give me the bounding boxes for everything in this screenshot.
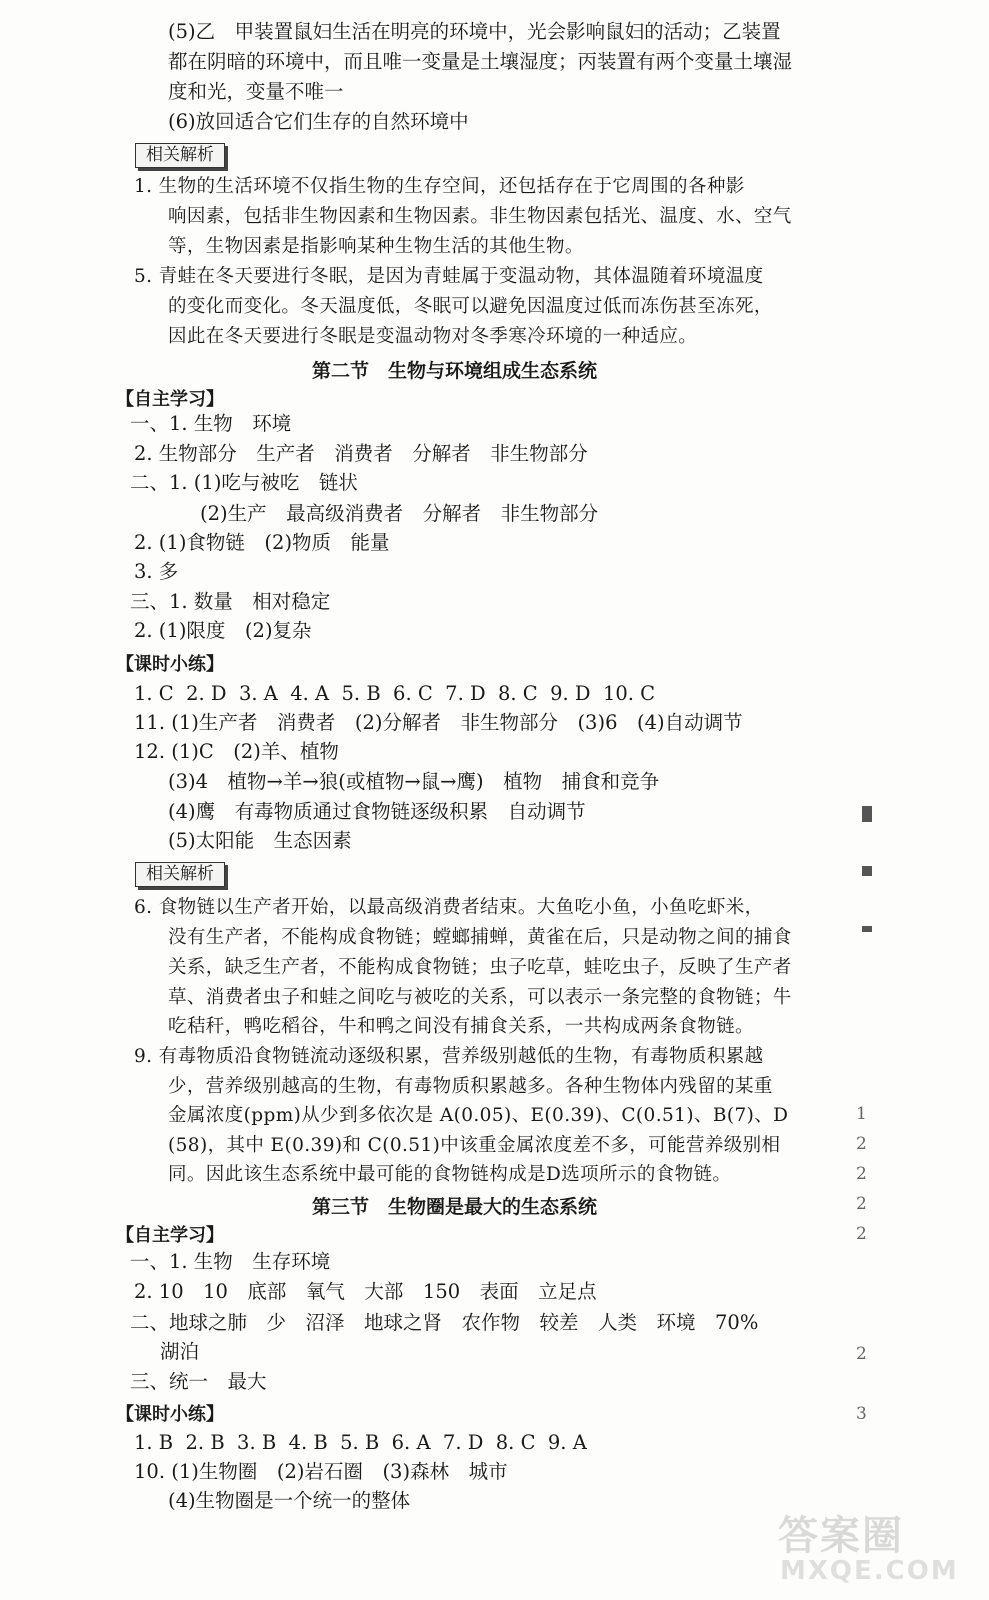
explanation-line: 少，营养级别越高的生物，有毒物质积累越多。各种生物体内残留的某重 (168, 1076, 773, 1097)
answer-line: 一、1. 生物 生存环境 (130, 1250, 331, 1273)
explanation-line: 响因素，包括非生物因素和生物因素。非生物因素包括光、温度、水、空气 (168, 206, 792, 227)
page-edge-char: 3 (856, 1404, 867, 1424)
answer-line: (4)生物圈是一个统一的整体 (168, 1489, 411, 1512)
explanation-line: 关系，缺乏生产者，不能构成食物链；虫子吃草，蛙吃虫子，反映了生产者 (168, 957, 792, 978)
watermark-text: 答案圈 (778, 1513, 904, 1559)
page-edge-char: 2 (856, 1194, 867, 1214)
page-edge-char: 2 (856, 1164, 867, 1184)
answer-line: 都在阴暗的环境中，而且唯一变量是土壤湿度；丙装置有两个变量土壤湿 (168, 50, 793, 73)
subsection-heading: 【自主学习】 (116, 389, 224, 410)
answer-line: 1. C 2. D 3. A 4. A 5. B 6. C 7. D 8. C 9. D 10. C (134, 682, 656, 705)
answer-line: (6)放回适合它们生存的自然环境中 (168, 110, 469, 133)
section-title: 第二节 生物与环境组成生态系统 (312, 360, 598, 382)
analysis-label: 相关解析 (135, 143, 225, 168)
answer-line: (3)4 植物→羊→狼(或植物→鼠→鹰) 植物 捕食和竞争 (168, 770, 660, 793)
answer-line: (2)生产 最高级消费者 分解者 非生物部分 (200, 502, 599, 525)
explanation-line: 的变化而变化。冬天温度低，冬眠可以避免因温度过低而冻伤甚至冻死， (168, 296, 773, 317)
explanation-line: 金属浓度(ppm)从少到多依次是 A(0.05)、E(0.39)、C(0.51)、B(7)、D (168, 1105, 789, 1126)
page-edge-char: 1 (856, 1104, 867, 1124)
analysis-label: 相关解析 (135, 862, 225, 887)
answer-line: (4)鹰 有毒物质通过食物链逐级积累 自动调节 (168, 800, 586, 823)
explanation-line: 吃秸秆，鸭吃稻谷，牛和鸭之间没有捕食关系，一共构成两条食物链。 (168, 1016, 754, 1037)
page-edge-mark (862, 926, 872, 932)
section-title: 第三节 生物圈是最大的生态系统 (312, 1196, 598, 1218)
answer-line: 2. 生物部分 生产者 消费者 分解者 非生物部分 (134, 442, 588, 465)
page-edge-mark (862, 866, 872, 876)
page-edge-char: 2 (856, 1344, 867, 1364)
watermark-url: MXQE.COM (780, 1556, 959, 1586)
explanation-line: 9. 有毒物质沿食物链流动逐级积累，营养级别越低的生物，有毒物质积累越 (134, 1046, 764, 1067)
answer-line: 二、地球之肺 少 沼泽 地球之肾 农作物 较差 人类 环境 70% (130, 1311, 759, 1334)
answer-line: (5)太阳能 生态因素 (168, 829, 352, 852)
explanation-line: 因此在冬天要进行冬眠是变温动物对冬季寒冷环境的一种适应。 (168, 326, 698, 347)
explanation-line: 同。因此该生态系统中最可能的食物链构成是D选项所示的食物链。 (168, 1164, 732, 1185)
answer-line: 三、1. 数量 相对稳定 (130, 590, 331, 613)
answer-line: 10. (1)生物圈 (2)岩石圈 (3)森林 城市 (134, 1460, 508, 1483)
answer-line: 2. (1)限度 (2)复杂 (134, 619, 312, 642)
subsection-heading: 【课时小练】 (116, 1404, 224, 1425)
answer-line: 2. 10 10 底部 氧气 大部 150 表面 立足点 (134, 1280, 597, 1303)
explanation-line: 6. 食物链以生产者开始，以最高级消费者结束。大鱼吃小鱼，小鱼吃虾米， (134, 897, 764, 918)
subsection-heading: 【课时小练】 (116, 654, 224, 675)
explanation-line: 5. 青蛙在冬天要进行冬眠，是因为青蛙属于变温动物，其体温随着环境温度 (134, 266, 764, 287)
explanation-line: (58)，其中 E(0.39)和 C(0.51)中该重金属浓度差不多，可能营养级别相 (168, 1135, 781, 1156)
answer-line: 2. (1)食物链 (2)物质 能量 (134, 531, 390, 554)
answer-line: 3. 多 (134, 560, 179, 583)
page-edge-char: 2 (856, 1224, 867, 1244)
answer-line: (5)乙 甲装置鼠妇生活在明亮的环境中，光会影响鼠妇的活动；乙装置 (168, 20, 781, 43)
explanation-line: 没有生产者，不能构成食物链；螳螂捕蝉，黄雀在后，只是动物之间的捕食 (168, 927, 792, 948)
subsection-heading: 【自主学习】 (116, 1225, 224, 1246)
explanation-line: 草、消费者虫子和蛙之间吃与被吃的关系，可以表示一条完整的食物链；牛 (168, 987, 792, 1008)
watermark-logo (772, 1500, 972, 1590)
answer-line: 一、1. 生物 环境 (130, 412, 292, 435)
answer-line: 1. B 2. B 3. B 4. B 5. B 6. A 7. D 8. C 9. A (134, 1431, 587, 1454)
answer-line: 度和光，变量不唯一 (168, 80, 344, 103)
explanation-line: 等，生物因素是指影响某种生物生活的其他生物。 (168, 236, 584, 257)
answer-line: 11. (1)生产者 消费者 (2)分解者 非生物部分 (3)6 (4)自动调节 (134, 711, 743, 734)
answer-line: 湖泊 (160, 1340, 200, 1363)
answer-line: 二、1. (1)吃与被吃 链状 (130, 471, 358, 494)
page-edge-char: 2 (856, 1134, 867, 1154)
explanation-line: 1. 生物的生活环境不仅指生物的生存空间，还包括存在于它周围的各种影 (134, 176, 745, 197)
answer-line: 三、统一 最大 (130, 1370, 267, 1393)
page-edge-mark (862, 806, 872, 822)
answer-line: 12. (1)C (2)羊、植物 (134, 740, 339, 763)
